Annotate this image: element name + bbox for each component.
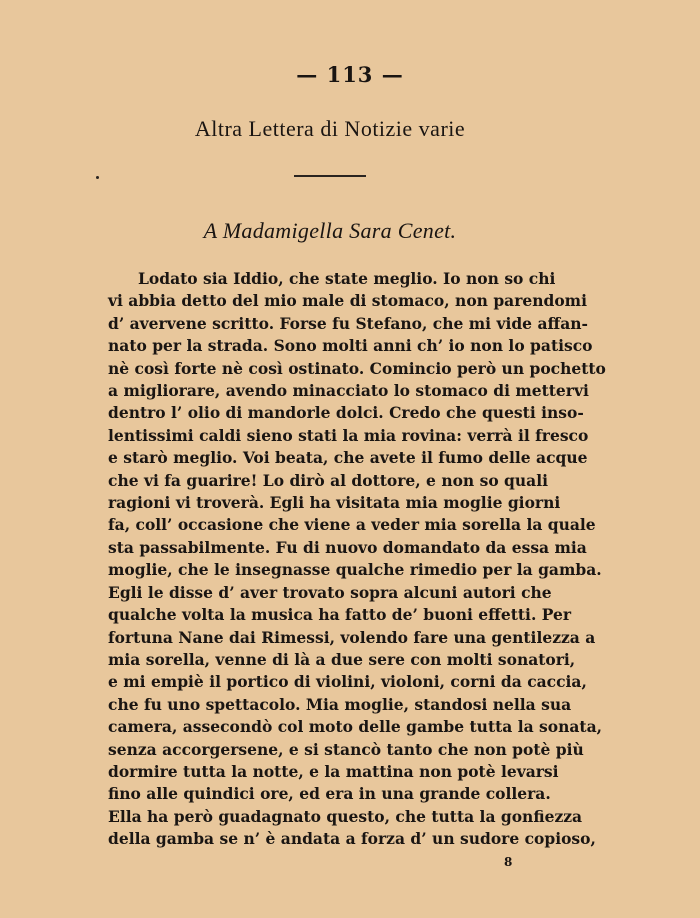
letter-body xyxy=(108,268,606,851)
body-line: Ella ha però guadagnato questo, che tutta la gonfiezza xyxy=(108,806,583,826)
body-line: dormire tutta la notte, e la mattina non potè levarsi xyxy=(108,761,559,781)
body-line: ragioni vi troverà. Egli ha visitata mia moglie giorni xyxy=(108,493,561,513)
body-line: che fu uno spettacolo. Mia moglie, standosi nella sua xyxy=(108,694,572,714)
body-line: senza accorgersene, e si stancò tanto che non potè più xyxy=(108,739,584,759)
body-line: e mi empiè il portico di violini, violoni, corni da caccia, xyxy=(108,672,587,692)
body-line: d’ avervene scritto. Forse fu Stefano, che mi vide affan- xyxy=(108,313,588,333)
body-line: a migliorare, avendo minacciato lo stomaco di mettervi xyxy=(108,381,589,401)
body-line: fa, coll’ occasione che viene a veder mia sorella la quale xyxy=(108,515,596,535)
body-line: moglie, che le insegnasse qualche rimedio per la gamba. xyxy=(108,560,602,580)
body-line: vi abbia detto del mio male di stomaco, non parendomi xyxy=(108,291,587,311)
body-line: dentro l’ olio di mandorle dolci. Credo che questi inso- xyxy=(108,403,584,423)
page-number: — 113 — xyxy=(296,62,404,87)
body-line: e starò meglio. Voi beata, che avete il fumo delle acque xyxy=(108,448,588,468)
body-line: nato per la strada. Sono molti anni ch’ io non lo patisco xyxy=(108,336,593,356)
body-line: Egli le disse d’ aver trovato sopra alcuni autori che xyxy=(108,582,552,602)
body-line: Lodato sia Iddio, che state meglio. Io non so chi xyxy=(138,269,556,288)
body-line: sta passabilmente. Fu di nuovo domandato da essa mia xyxy=(108,537,587,557)
body-line: mia sorella, venne di là a due sere con molti sonatori, xyxy=(108,649,576,669)
signature-mark: 8 xyxy=(504,855,513,869)
body-line: che vi fa guarire! Lo dirò al dottore, e non so quali xyxy=(108,470,548,490)
body-line: camera, assecondò col moto delle gambe tutta la sonata, xyxy=(108,717,603,737)
letter-addressee: A Madamigella Sara Cenet. xyxy=(203,218,457,243)
body-line: fino alle quindici ore, ed era in una grande collera. xyxy=(108,784,551,804)
body-line: nè così forte nè così ostinato. Comincio però un pochetto xyxy=(108,358,606,378)
page-title: Altra Lettera di Notizie varie xyxy=(194,116,466,141)
body-line: lentissimi caldi sieno stati la mia rovina: verrà il fresco xyxy=(108,425,589,445)
ink-speck xyxy=(96,176,99,179)
body-line: fortuna Nane dai Rimessi, volendo fare una gentilezza a xyxy=(108,627,596,647)
title-divider xyxy=(294,175,366,177)
body-line: della gamba se n’ è andata a forza d’ un sudore copioso, xyxy=(108,829,596,849)
body-line: qualche volta la musica ha fatto de’ buoni effetti. Per xyxy=(108,605,572,625)
